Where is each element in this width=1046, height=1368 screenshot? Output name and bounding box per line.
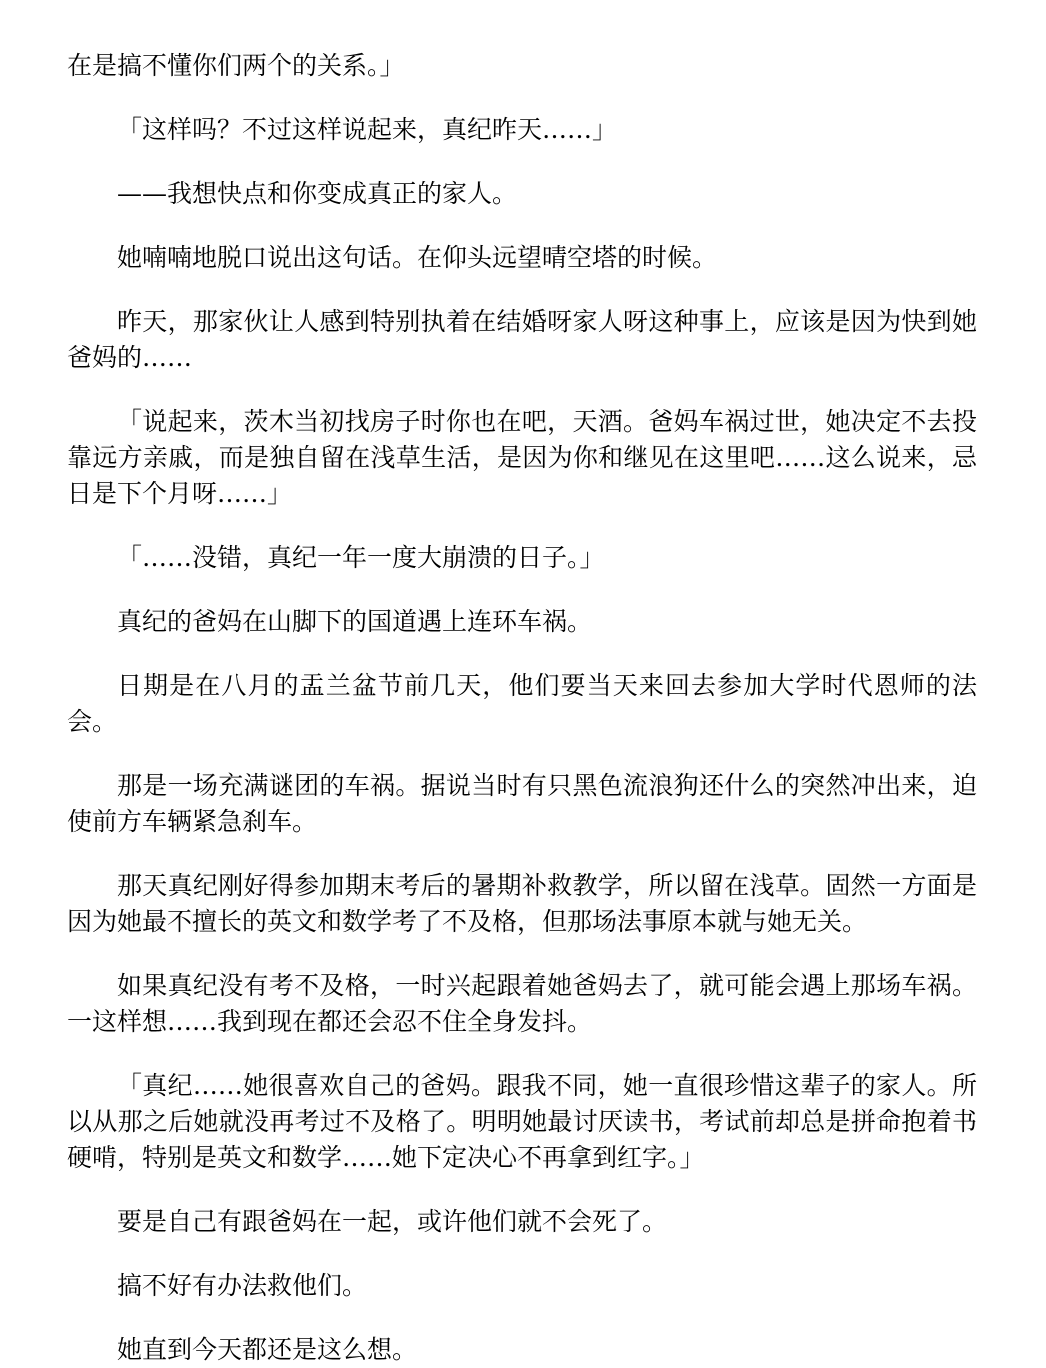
- paragraph-16: 她直到今天都还是这么想。: [117, 1335, 418, 1364]
- paragraph-9: 日期是在八月的盂兰盆节前几天，他们要当天来回去参加大学时代恩师的法会。: [67, 671, 977, 736]
- paragraph-15: 搞不好有办法救他们。: [117, 1271, 368, 1300]
- paragraph-1: 在是搞不懂你们两个的关系。」: [67, 51, 405, 80]
- paragraph-4: 她喃喃地脱口说出这句话。在仰头远望晴空塔的时候。: [117, 243, 718, 272]
- paragraph-12: 如果真纪没有考不及格，一时兴起跟着她爸妈去了，就可能会遇上那场车祸。一这样想……我到现在都还会忍不住全身发抖。: [67, 971, 977, 1036]
- paragraph-2: 「这样吗？不过这样说起来，真纪昨天……」: [117, 115, 618, 144]
- paragraph-10: 那是一场充满谜团的车祸。据说当时有只黑色流浪狗还什么的突然冲出来，迫使前方车辆紧急刹车。: [67, 771, 977, 836]
- paragraph-6: 「说起来，茨木当初找房子时你也在吧，天酒。爸妈车祸过世，她决定不去投靠远方亲戚，而是独自留在浅草生活，是因为你和继见在这里吧……这么说来，忌日是下个月呀……」: [67, 407, 977, 508]
- paragraph-3: ——我想快点和你变成真正的家人。: [117, 179, 518, 208]
- paragraph-11: 那天真纪刚好得参加期末考后的暑期补救教学，所以留在浅草。固然一方面是因为她最不擅长的英文和数学考了不及格，但那场法事原本就与她无关。: [67, 871, 977, 936]
- paragraph-13: 「真纪……她很喜欢自己的爸妈。跟我不同，她一直很珍惜这辈子的家人。所以从那之后她就没再考过不及格了。明明她最讨厌读书，考试前却总是拼命抱着书硬啃，特别是英文和数学……她下定决心不再拿到红字。」: [67, 1071, 977, 1172]
- paragraph-5: 昨天，那家伙让人感到特别执着在结婚呀家人呀这种事上，应该是因为快到她爸妈的……: [67, 307, 977, 372]
- document-page: [67, 48, 977, 1368]
- paragraph-8: 真纪的爸妈在山脚下的国道遇上连环车祸。: [117, 607, 593, 636]
- paragraph-14: 要是自己有跟爸妈在一起，或许他们就不会死了。: [117, 1207, 668, 1236]
- paragraph-7: 「……没错，真纪一年一度大崩溃的日子。」: [117, 543, 605, 572]
